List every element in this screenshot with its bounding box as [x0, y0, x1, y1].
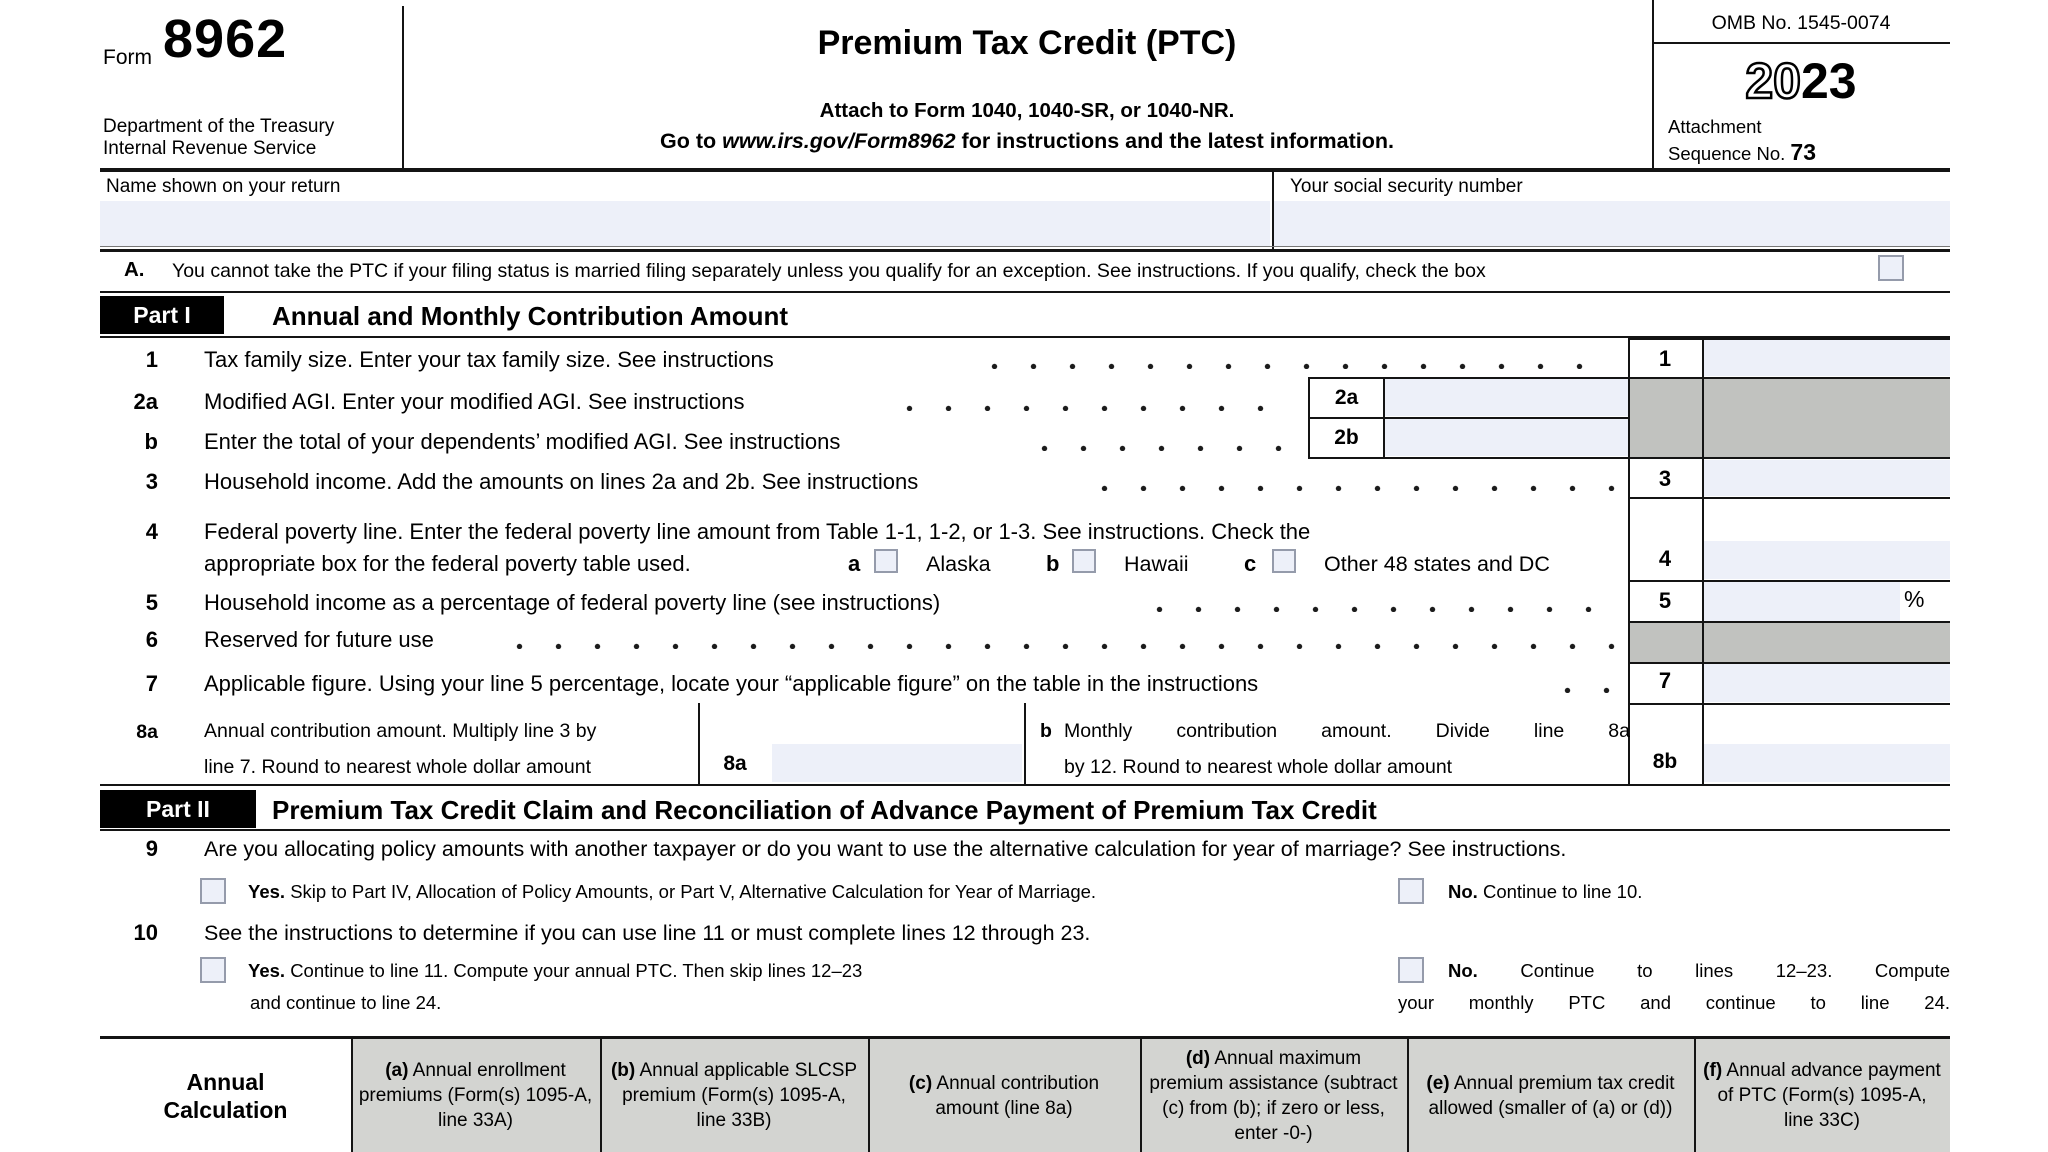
line-8a-value-field[interactable] — [772, 744, 1022, 782]
row3-bottom-rule — [1628, 497, 1950, 499]
line-5-label: Household income as a percentage of federal poverty line (see instructions) — [204, 590, 941, 615]
form-number: 8962 — [163, 9, 288, 69]
goto-prefix: Go to — [660, 129, 717, 153]
line-10-no-text-1: No. Continue to lines 12–23. Compute — [1448, 960, 1950, 981]
line-a-rule — [100, 291, 1950, 293]
line-7-box-number: 7 — [1658, 668, 1672, 693]
line-3-value-field[interactable] — [1704, 460, 1950, 496]
name-input[interactable] — [100, 201, 1270, 247]
line-3-box-number: 3 — [1658, 466, 1672, 491]
part1-title: Annual and Monthly Contribution Amount — [272, 301, 789, 331]
line-8b-box-number: 8b — [1652, 750, 1678, 773]
agency-line-2: Internal Revenue Service — [103, 138, 317, 159]
goto-instruction — [402, 129, 1652, 154]
year-bold: 23 — [1801, 53, 1857, 109]
column-d-header: (d) Annual maximum premium assistance (subtract (c) from (b); if zero or less, enter -0-) — [1149, 1047, 1398, 1144]
line-2a-number: 2a — [133, 389, 158, 414]
name-row-rule — [100, 249, 1950, 252]
line-10-yes-checkbox[interactable] — [200, 957, 226, 983]
line-1-value-field[interactable] — [1704, 340, 1950, 376]
line-10-number: 10 — [133, 920, 158, 945]
line-8a-label-2: line 7. Round to nearest whole dollar amount — [204, 756, 591, 778]
line-10-yes-text-2: and continue to line 24. — [250, 992, 442, 1013]
line-10-label: See the instructions to determine if you can use line 11 or must complete lines 12 through 23. — [204, 921, 1091, 945]
part1-label: Part I — [100, 296, 224, 334]
line-5-box-number: 5 — [1658, 588, 1672, 613]
line-4-box-number: 4 — [1658, 546, 1672, 571]
line-2a-value-field[interactable] — [1385, 379, 1628, 416]
line-1-number: 1 — [145, 347, 158, 372]
line-10-yes-text-1: Yes. Continue to line 11. Compute your annual PTC. Then skip lines 12–23 — [248, 960, 863, 981]
agency-line-1: Department of the Treasury — [103, 116, 335, 137]
line-5-number: 5 — [145, 590, 158, 615]
part1-bottom-rule — [100, 784, 1950, 786]
line-2b-value-field[interactable] — [1385, 419, 1628, 456]
line-2a-box-number: 2a — [1334, 386, 1359, 409]
goto-suffix: for instructions and the latest information. — [961, 129, 1394, 153]
row7-bottom-rule — [1628, 703, 1950, 705]
line-3-leader — [1085, 484, 1615, 491]
row2a-top-rule — [1308, 377, 1950, 379]
line-a-bullet: A. — [124, 258, 145, 281]
sequence-number: 73 — [1790, 139, 1816, 165]
blocked-cell-2ab — [1629, 378, 1950, 458]
alaska-label: Alaska — [926, 552, 991, 576]
line-2b-number: b — [144, 429, 158, 454]
line-5-percent-sign: % — [1904, 586, 1925, 612]
hawaii-label: Hawaii — [1124, 552, 1189, 576]
line-2a-leader — [890, 404, 1290, 411]
header-bottom-rule — [100, 168, 1950, 172]
line-5-value-field[interactable] — [1704, 582, 1900, 621]
line-4b-letter: b — [1046, 551, 1060, 576]
line-4c-letter: c — [1244, 551, 1257, 576]
line-7-value-field[interactable] — [1704, 664, 1950, 702]
row5-bottom-rule — [1628, 621, 1950, 623]
row6-bottom-rule — [1628, 662, 1950, 664]
other-48-states-checkbox[interactable] — [1272, 549, 1296, 573]
line-1-leader — [975, 362, 1615, 369]
row1-top-rule — [1628, 338, 1950, 340]
ssn-label: Your social security number — [1290, 176, 1523, 197]
line-9-yes-text: Yes. Skip to Part IV, Allocation of Policy Amounts, or Part V, Alternative Calculation for Year of Marriage. — [248, 881, 1097, 902]
line-10-no-text-2: your monthly PTC and continue to line 24. — [1398, 992, 1950, 1013]
line-7-leader — [1548, 686, 1618, 693]
part2-title: Premium Tax Credit Claim and Reconciliation of Advance Payment of Premium Tax Credit — [272, 795, 1377, 825]
line-2a-label: Modified AGI. Enter your modified AGI. See instructions — [204, 389, 745, 414]
line-7-number: 7 — [145, 671, 158, 696]
blocked-cell-6 — [1629, 623, 1950, 662]
alaska-checkbox[interactable] — [874, 549, 898, 573]
other-48-states-label: Other 48 states and DC — [1324, 552, 1550, 576]
omb-number: OMB No. 1545-0074 — [1711, 12, 1891, 34]
line-6-label: Reserved for future use — [204, 627, 434, 652]
row2b-bottom-rule — [1308, 457, 1950, 459]
line-6-leader — [500, 642, 1615, 649]
line-1-box-number: 1 — [1658, 346, 1672, 371]
annual-calculation-header: Annual Calculation — [163, 1068, 288, 1123]
entry-column-right-rule — [1702, 338, 1704, 784]
attach-instruction: Attach to Form 1040, 1040-SR, or 1040-NR. — [819, 99, 1235, 122]
line-3-label: Household income. Add the amounts on lines 2a and 2b. See instructions — [204, 469, 919, 494]
line-3-number: 3 — [145, 469, 158, 494]
line-9-no-text: No. Continue to line 10. — [1448, 881, 1643, 902]
line-6-number: 6 — [145, 627, 158, 652]
line-1-label: Tax family size. Enter your tax family size. See instructions — [204, 347, 774, 372]
form-title: Premium Tax Credit (PTC) — [817, 24, 1237, 62]
box8a-right-rule — [1024, 703, 1026, 784]
line-5-leader — [1140, 605, 1615, 612]
line-8a-label-1: Annual contribution amount. Multiply line 3 by — [204, 720, 597, 742]
box2-label-rule — [1383, 377, 1385, 459]
row2-mid-rule — [1308, 417, 1630, 419]
column-c-header: (c) Annual contribution amount (line 8a) — [908, 1072, 1100, 1119]
omb-divider — [1652, 42, 1950, 44]
line-2b-label: Enter the total of your dependents’ modified AGI. See instructions — [204, 429, 841, 454]
name-row-thin-rule — [100, 246, 1950, 247]
line-2b-leader — [1025, 444, 1290, 451]
hawaii-checkbox[interactable] — [1072, 549, 1096, 573]
ssn-input[interactable] — [1274, 201, 1950, 247]
line-4-label-2: appropriate box for the federal poverty table used. — [204, 551, 691, 576]
column-f-header: (f) Annual advance payment of PTC (Form(s) 1095-A, line 33C) — [1703, 1060, 1941, 1131]
part2-bar-rule — [100, 829, 1950, 831]
column-a-header: (a) Annual enrollment premiums (Form(s) 1095-A, line 33A) — [358, 1060, 593, 1131]
sequence-label: Sequence No. 73 — [1668, 139, 1816, 165]
irs-url: www.irs.gov/Form8962 — [722, 129, 956, 153]
line-8b-label-1: Monthly contribution amount. Divide line 8a — [1064, 720, 1630, 742]
line-2b-box-number: 2b — [1334, 426, 1359, 449]
line-4-value-field[interactable] — [1704, 541, 1950, 579]
line-a-text: You cannot take the PTC if your filing status is married filing separately unless you qualify for an exception. See instructions. If you qualify, check the box — [172, 260, 1486, 282]
row4-bottom-rule — [1628, 580, 1950, 582]
form-word: Form — [103, 46, 152, 69]
line-9-no-checkbox[interactable] — [1398, 878, 1424, 904]
line-7-label: Applicable figure. Using your line 5 percentage, locate your “applicable figure” on the table in the instructions — [204, 671, 1259, 696]
attachment-label: Attachment — [1668, 116, 1762, 137]
name-label: Name shown on your return — [106, 176, 341, 197]
column-b-header: (b) Annual applicable SLCSP premium (Form(s) 1095-A, line 33B) — [610, 1060, 858, 1131]
tax-year — [1652, 52, 1950, 110]
line-4-number: 4 — [145, 519, 158, 544]
line-8b-label-2: by 12. Round to nearest whole dollar amount — [1064, 756, 1453, 778]
line-9-yes-checkbox[interactable] — [200, 878, 226, 904]
column-e-header: (e) Annual premium tax credit allowed (smaller of (a) or (d)) — [1426, 1072, 1675, 1119]
line-10-no-checkbox[interactable] — [1398, 957, 1424, 983]
line-4a-letter: a — [848, 551, 861, 576]
line-9-number: 9 — [145, 836, 158, 861]
part2-label: Part II — [100, 790, 256, 828]
year-outline: 20 — [1745, 53, 1801, 109]
line-a-checkbox[interactable] — [1878, 255, 1904, 281]
line-8b-letter: b — [1040, 720, 1052, 742]
line-8b-value-field[interactable] — [1704, 744, 1950, 782]
line-8a-number: 8a — [136, 721, 158, 743]
line-4-label-1: Federal poverty line. Enter the federal poverty line amount from Table 1-1, 1-2, or 1-3. See instructions. Check the — [204, 519, 1311, 544]
line-9-label: Are you allocating policy amounts with another taxpayer or do you want to use the alternative calculation for year of marriage? See instructions. — [204, 837, 1567, 861]
line-8a-box-number: 8a — [723, 752, 747, 775]
